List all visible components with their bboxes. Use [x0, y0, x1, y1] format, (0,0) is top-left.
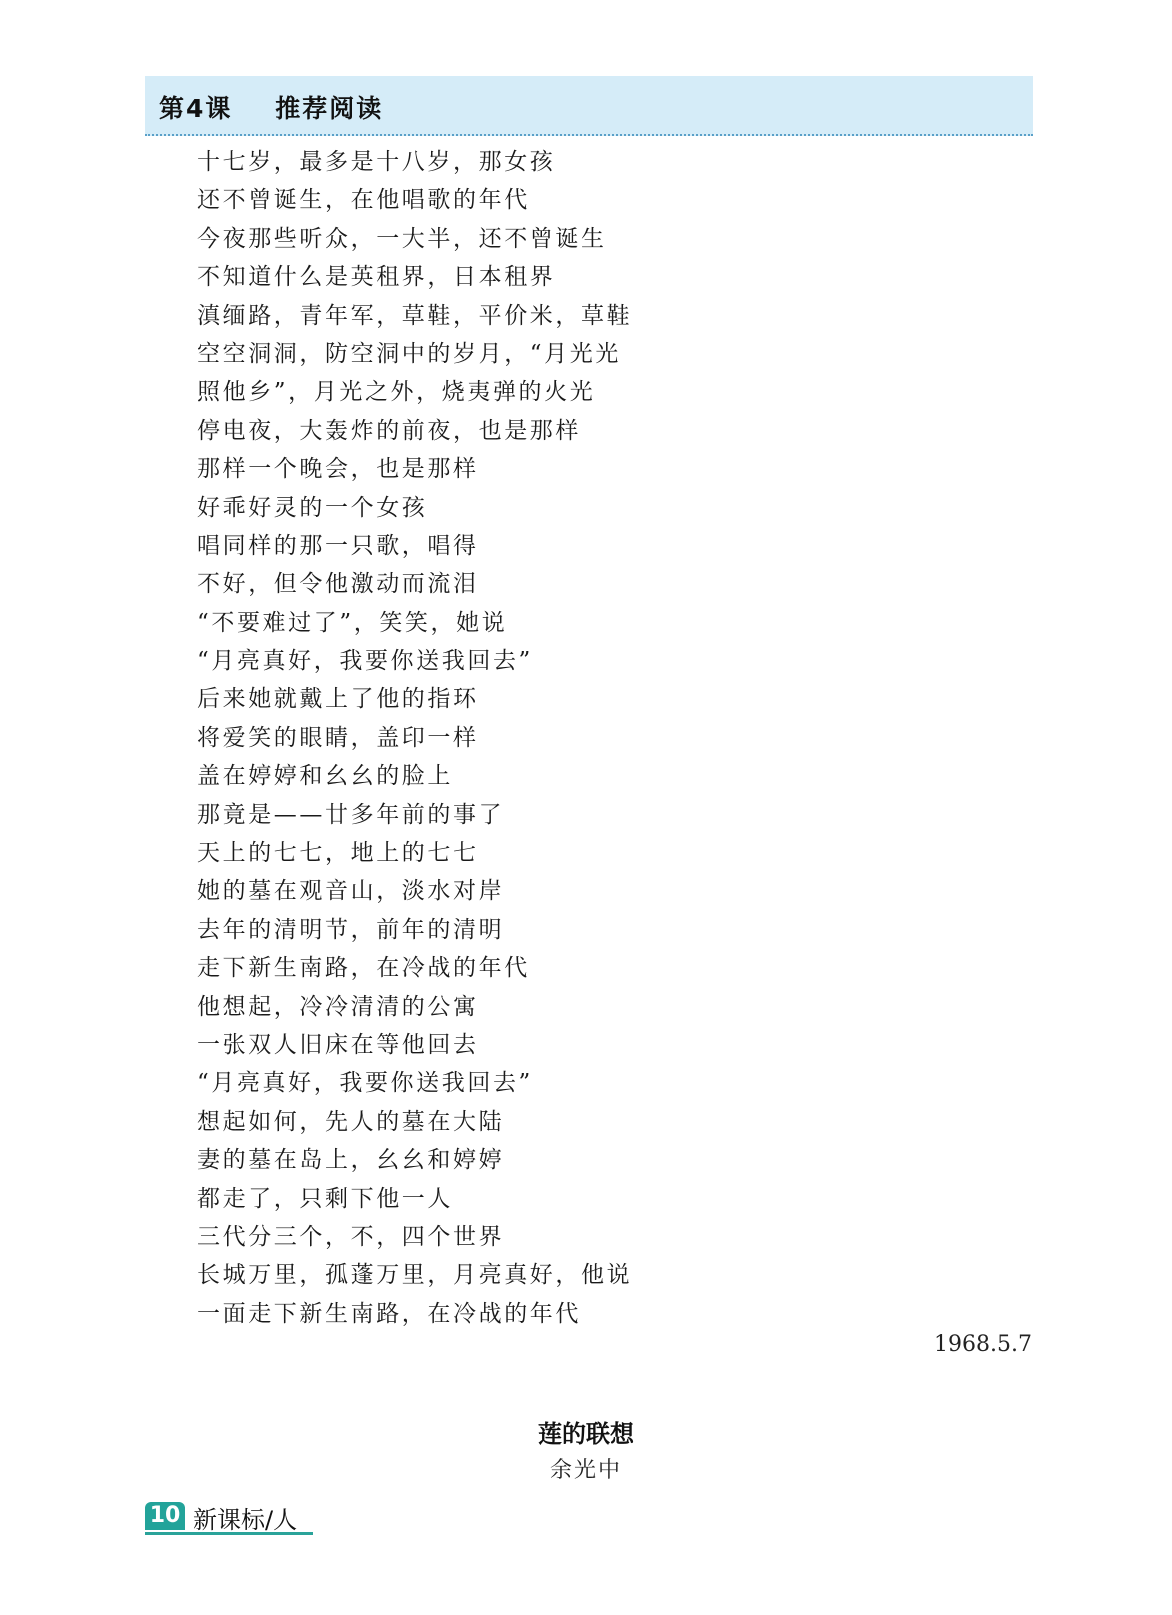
poem-line: 后来她就戴上了他的指环 [197, 686, 479, 713]
poem-line: 天上的七七，地上的七七 [197, 840, 479, 867]
poem-line: 停电夜，大轰炸的前夜，也是那样 [197, 417, 581, 444]
poem-line: “月亮真好，我要你送我回去” [197, 1070, 533, 1097]
poem-line: 滇缅路，青年军，草鞋，平价米，草鞋 [197, 302, 633, 329]
poem-line: 还不曾诞生，在他唱歌的年代 [197, 187, 530, 214]
page-footer [145, 1502, 313, 1535]
poem-line: 想起如何，先人的墓在大陆 [197, 1108, 505, 1135]
poem-line: 走下新生南路，在冷战的年代 [197, 955, 530, 982]
poem-line: 长城万里，孤蓬万里，月亮真好，他说 [197, 1262, 633, 1289]
next-piece-author: 余光中 [549, 1458, 622, 1483]
poem-body [197, 143, 632, 1333]
poem-line: 不好，但令他激动而流泪 [197, 571, 479, 598]
poem-line: 十七岁，最多是十八岁，那女孩 [197, 149, 556, 175]
poem-line: 一面走下新生南路，在冷战的年代 [197, 1300, 581, 1327]
footer-label: 新课标/人 [193, 1506, 298, 1534]
poem-line: 盖在婷婷和幺幺的脸上 [197, 763, 453, 790]
poem-date: 1968.5.7 [934, 1332, 1032, 1357]
poem-line: 一张双人旧床在等他回去 [197, 1031, 479, 1058]
poem-line: 那样一个晚会，也是那样 [197, 456, 479, 483]
poem-line: 都走了，只剩下他一人 [197, 1185, 453, 1212]
poem-line: 将爱笑的眼睛，盖印一样 [197, 724, 479, 751]
page-number-badge: 10 [145, 1502, 185, 1530]
poem-line: 去年的清明节，前年的清明 [197, 916, 505, 943]
poem-line: 今夜那些听众，一大半，还不曾诞生 [197, 225, 607, 252]
lesson-header-title: 第4课 推荐阅读 [159, 94, 384, 123]
poem-line: 那竟是——廿多年前的事了 [197, 801, 505, 828]
poem-line: 不知道什么是英租界，日本租界 [197, 264, 556, 291]
poem-line: 好乖好灵的一个女孩 [197, 494, 428, 521]
next-piece-title: 莲的联想 [538, 1420, 634, 1448]
poem-line: 空空洞洞，防空洞中的岁月，“月光光 [197, 340, 621, 367]
poem-line: “月亮真好，我要你送我回去” [197, 648, 533, 675]
poem-line: 妻的墓在岛上，幺幺和婷婷 [197, 1147, 505, 1174]
poem-line: 唱同样的那一只歌，唱得 [197, 532, 479, 559]
poem-line: “不要难过了”，笑笑，她说 [197, 609, 508, 636]
poem-line: 三代分三个，不，四个世界 [197, 1223, 505, 1250]
poem-line: 他想起，冷冷清清的公寓 [197, 993, 479, 1020]
poem-line: 照他乡”，月光之外，烧夷弹的火光 [197, 379, 596, 406]
poem-line: 她的墓在观音山，淡水对岸 [197, 878, 505, 905]
lesson-header [145, 76, 1033, 136]
